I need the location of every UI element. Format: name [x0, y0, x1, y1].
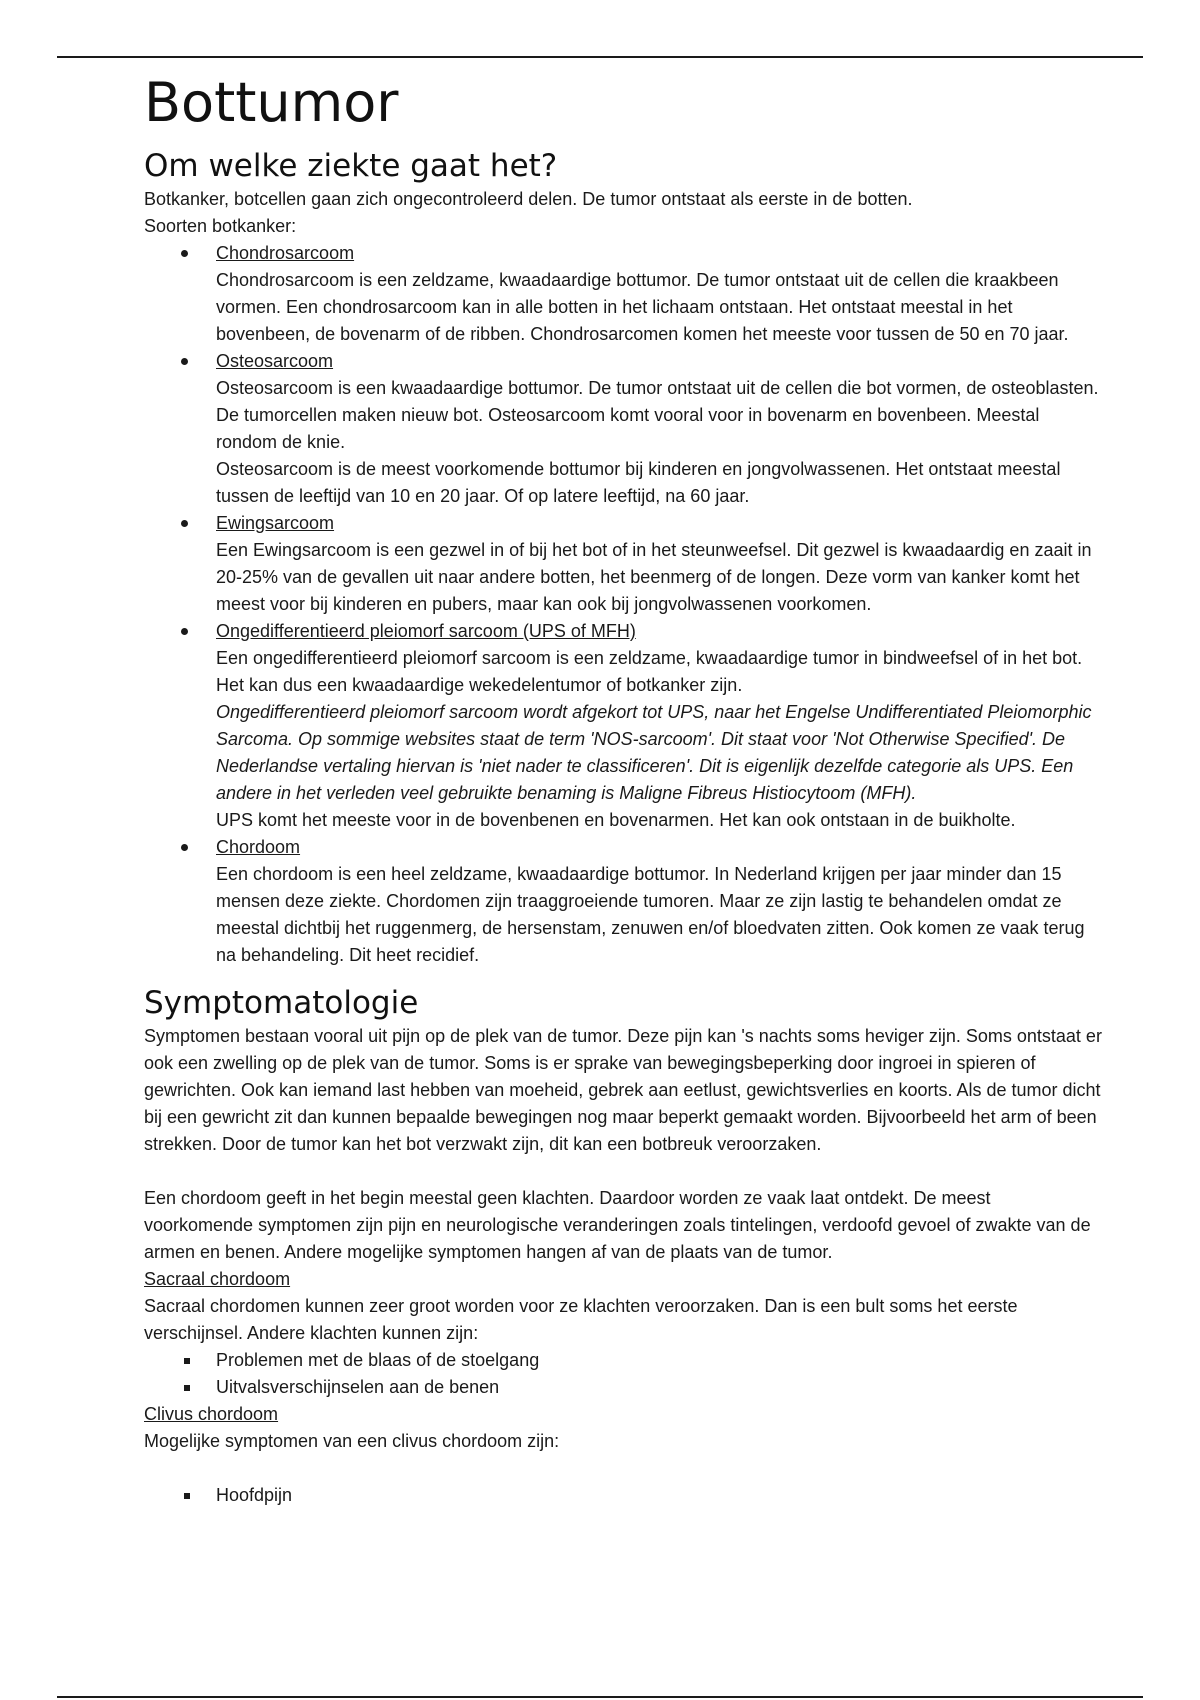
square-bullet-icon: [184, 1358, 190, 1364]
list-item-text: Hoofdpijn: [216, 1485, 293, 1505]
document-page: [144, 68, 1104, 1509]
item-description-italic: Ongedifferentieerd pleiomorf sarcoom wordt afgekort tot UPS, naar het Engelse Undifferentiated Pleiomorphic Sarcoma. Op sommige websites staat de term 'NOS-sarcoom'. Dit staat voor 'Not Otherwise Specified'. De Nederlandse vertaling hiervan is 'niet nader te classificeren'. Dit is eigenlijk dezelfde categorie als UPS. Een andere in het verleden veel gebruikte benaming is Maligne Fibreus Histiocytoom (MFH).: [216, 702, 1092, 803]
list-item-ewingsarcoom: [144, 510, 1104, 618]
blank-line: [144, 1158, 1104, 1185]
document-title: Bottumor: [144, 71, 399, 134]
subheading-clivus: Clivus chordoom: [144, 1404, 279, 1424]
list-item-osteosarcoom: [144, 348, 1104, 510]
top-rule: [57, 56, 1143, 58]
item-name: Ongedifferentieerd pleiomorf sarcoom (UPS of MFH): [216, 621, 636, 641]
item-name: Ewingsarcoom: [216, 513, 335, 533]
blank-line: [144, 1455, 1104, 1482]
list-item-chordoom: [144, 834, 1104, 969]
bullet-icon: [181, 844, 188, 851]
sacraal-paragraph: Sacraal chordomen kunnen zeer groot worden voor ze klachten veroorzaken. Dan is een bult soms het eerste verschijnsel. Andere klachten kunnen zijn:: [144, 1296, 1018, 1343]
section-heading-disease: Om welke ziekte gaat het?: [144, 148, 558, 184]
square-bullet-icon: [184, 1493, 190, 1499]
section-symptoms: [144, 983, 1104, 1509]
bullet-icon: [181, 358, 188, 365]
subheading-sacraal: Sacraal chordoom: [144, 1269, 291, 1289]
list-item: [144, 1482, 1104, 1509]
sacraal-list: [144, 1347, 1104, 1401]
item-description: UPS komt het meeste voor in de bovenbenen en bovenarmen. Het kan ook ontstaan in de buikholte.: [216, 810, 1016, 830]
section-disease: [144, 146, 1104, 969]
item-description: Osteosarcoom is een kwaadaardige bottumor. De tumor ontstaat uit de cellen die bot vormen, de osteoblasten. De tumorcellen maken nieuw bot. Osteosarcoom komt vooral voor in bovenarm en bovenbeen. Meestal rondom de knie.: [216, 378, 1099, 452]
list-item-ups: [144, 618, 1104, 834]
item-description: Een Ewingsarcoom is een gezwel in of bij het bot of in het steunweefsel. Dit gezwel is kwaadaardig en zaait in 20-25% van de gevallen uit naar andere botten, het beenmerg of de longen. Deze vorm van kanker komt het meest voor bij kinderen en pubers, maar kan ook bij jongvolwassenen voorkomen.: [216, 540, 1092, 614]
clivus-list: [144, 1482, 1104, 1509]
item-name: Chordoom: [216, 837, 301, 857]
list-item-chondrosarcoom: [144, 240, 1104, 348]
symptoms-paragraph: Symptomen bestaan vooral uit pijn op de plek van de tumor. Deze pijn kan 's nachts soms heviger zijn. Soms ontstaat er ook een zwelling op de plek van de tumor. Soms is er sprake van bewegingsbeperking door ingroei in spieren of gewrichten. Ook kan iemand last hebben van moeheid, gebrek aan eetlust, gewichtsverlies en koorts. Als de tumor dicht bij een gewricht zit dan kunnen bepaalde bewegingen nog maar beperkt gemaakt worden. Bijvoorbeeld het arm of been strekken. Door de tumor kan het bot verzwakt zijn, dit kan een botbreuk veroorzaken.: [144, 1026, 1102, 1154]
bone-cancer-types-list: [144, 240, 1104, 969]
item-description: Een chordoom is een heel zeldzame, kwaadaardige bottumor. In Nederland krijgen per jaar minder dan 15 mensen deze ziekte. Chordomen zijn traaggroeiende tumoren. Maar ze zijn lastig te behandelen omdat ze meestal dichtbij het ruggenmerg, de hersenstam, zenuwen en/of bloedvaten zitten. Ook komen ze vaak terug na behandeling. Dit heet recidief.: [216, 864, 1085, 965]
section-heading-symptoms: Symptomatologie: [144, 985, 419, 1021]
intro-paragraph: Botkanker, botcellen gaan zich ongecontroleerd delen. De tumor ontstaat als eerste in de botten.: [144, 189, 913, 209]
bullet-icon: [181, 628, 188, 635]
list-item: [144, 1374, 1104, 1401]
bullet-icon: [181, 520, 188, 527]
bullet-icon: [181, 250, 188, 257]
types-label: Soorten botkanker:: [144, 216, 297, 236]
list-item: [144, 1347, 1104, 1374]
item-description: Osteosarcoom is de meest voorkomende bottumor bij kinderen en jongvolwassenen. Het ontstaat meestal tussen de leeftijd van 10 en 20 jaar. Of op latere leeftijd, na 60 jaar.: [216, 459, 1061, 506]
item-name: Chondrosarcoom: [216, 243, 355, 263]
square-bullet-icon: [184, 1385, 190, 1391]
clivus-paragraph: Mogelijke symptomen van een clivus chordoom zijn:: [144, 1431, 560, 1451]
item-description: Chondrosarcoom is een zeldzame, kwaadaardige bottumor. De tumor ontstaat uit de cellen die kraakbeen vormen. Een chondrosarcoom kan in alle botten in het lichaam ontstaan. Het ontstaat meestal in het bovenbeen, de bovenarm of de ribben. Chondrosarcomen komen het meeste voor tussen de 50 en 70 jaar.: [216, 270, 1069, 344]
item-name: Osteosarcoom: [216, 351, 334, 371]
chordoom-symptoms-paragraph: Een chordoom geeft in het begin meestal geen klachten. Daardoor worden ze vaak laat ontdekt. De meest voorkomende symptomen zijn pijn en neurologische veranderingen zoals tintelingen, verdoofd gevoel of zwakte van de armen en benen. Andere mogelijke symptomen hangen af van de plaats van de tumor.: [144, 1188, 1091, 1262]
item-description: Een ongedifferentieerd pleiomorf sarcoom is een zeldzame, kwaadaardige tumor in bindweefsel of in het bot. Het kan dus een kwaadaardige wekedelentumor of botkanker zijn.: [216, 648, 1083, 695]
list-item-text: Problemen met de blaas of de stoelgang: [216, 1350, 540, 1370]
list-item-text: Uitvalsverschijnselen aan de benen: [216, 1377, 500, 1397]
bottom-rule: [57, 1696, 1143, 1698]
